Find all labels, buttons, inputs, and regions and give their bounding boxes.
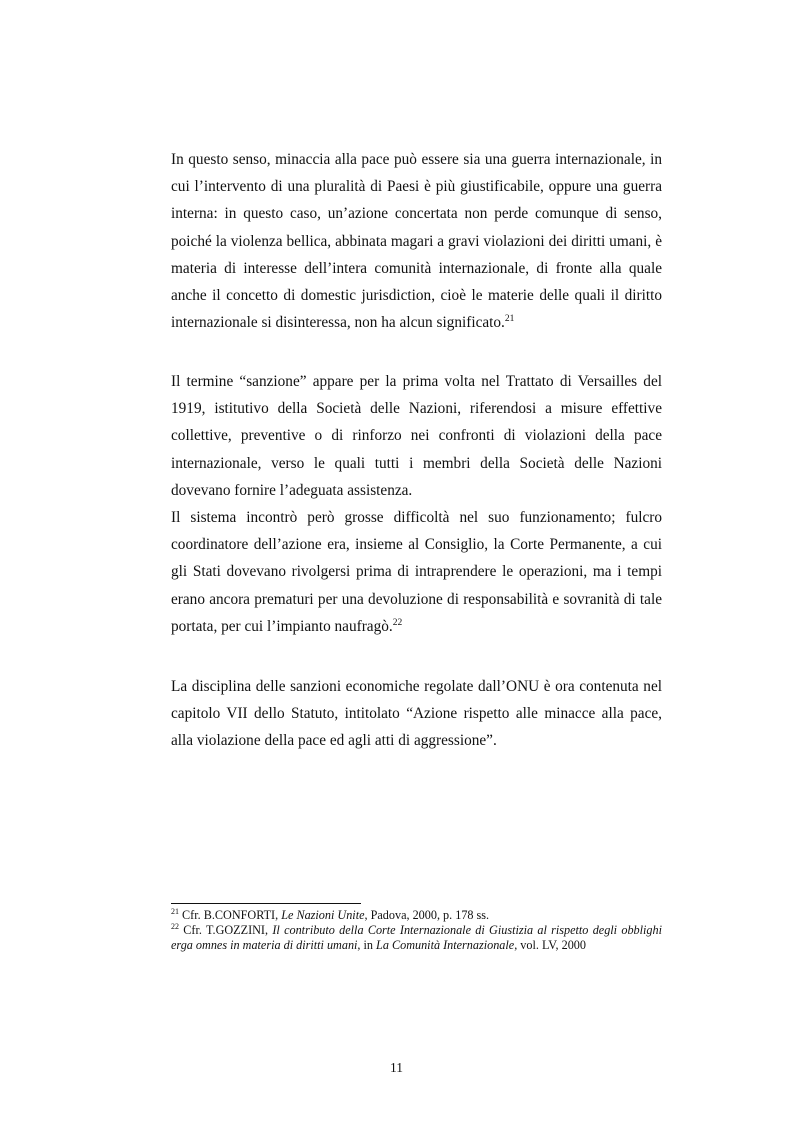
footnote-separator (171, 903, 361, 904)
paragraph-2b-text: Il sistema incontrò però grosse difficoltà nel suo funzionamento; fulcro coordinatore dell’azione era, insieme al Consiglio, la Corte Permanente, a cui gli Stati dovevano rivolgersi prima di intraprendere le operazioni, ma i tempi erano ancora prematuri per una devoluzione di responsabilità e sovranità di tale portata, per cui l’impianto naufragò. (171, 509, 662, 635)
footnote-22 (171, 923, 662, 953)
paragraph-1-text: In questo senso, minaccia alla pace può essere sia una guerra internazionale, in cui l’intervento di una pluralità di Paesi è più giustificabile, oppure una guerra interna: in questo caso, un’azione concertata non perde comunque di senso, poiché la violenza bellica, abbinata magari a gravi violazioni dei diritti umani, è materia di interesse dell’intera comunità internazionale, di fronte alla quale anche il concetto di domestic jurisdiction, cioè le materie delle quali il diritto internazionale si disinteressa, non ha alcun significato. (171, 151, 662, 332)
paragraph-1 (171, 146, 662, 336)
paragraph-2 (171, 368, 662, 640)
footnotes (171, 908, 662, 953)
footnote-21-pre: Cfr. B.CONFORTI, (179, 908, 282, 922)
paragraph-3 (171, 673, 662, 755)
footnote-21 (171, 908, 662, 923)
paragraph-3-text: La disciplina delle sanzioni economiche regolate dall’ONU è ora contenuta nel capitolo VII dello Statuto, intitolato “Azione rispetto alle minacce alla pace, alla violazione della pace ed agli atti di aggressione”. (171, 678, 662, 750)
footnote-ref-21[interactable]: 21 (504, 314, 515, 325)
footnote-22-journal: La Comunità Internazionale (376, 938, 515, 952)
page-number: 11 (390, 1060, 403, 1075)
footnote-21-title: Le Nazioni Unite (281, 908, 365, 922)
paragraph-2a-text: Il termine “sanzione” appare per la prima volta nel Trattato di Versailles del 1919, istitutivo della Società delle Nazioni, riferendosi a misure effettive collettive, preventive o di rinforzo nei confronti di violazioni della pace internazionale, verso le quali tutti i membri della Società delle Nazioni dovevano fornire l’adeguata assistenza. (171, 373, 662, 499)
footnote-22-title: Il contributo della Corte Internazionale di Giustizia al rispetto degli obblighi erga omnes in materia di diritti umani (171, 923, 662, 952)
footnote-22-post: , vol. LV, 2000 (514, 938, 586, 952)
footnote-22-pre: Cfr. T.GOZZINI, (179, 923, 273, 937)
footnote-ref-22[interactable]: 22 (392, 617, 403, 628)
footnote-22-number: 22 (171, 921, 179, 931)
footnote-21-number: 21 (171, 906, 179, 916)
footnote-21-post: , Padova, 2000, p. 178 ss. (364, 908, 490, 922)
footnote-22-mid: , in (357, 938, 377, 952)
